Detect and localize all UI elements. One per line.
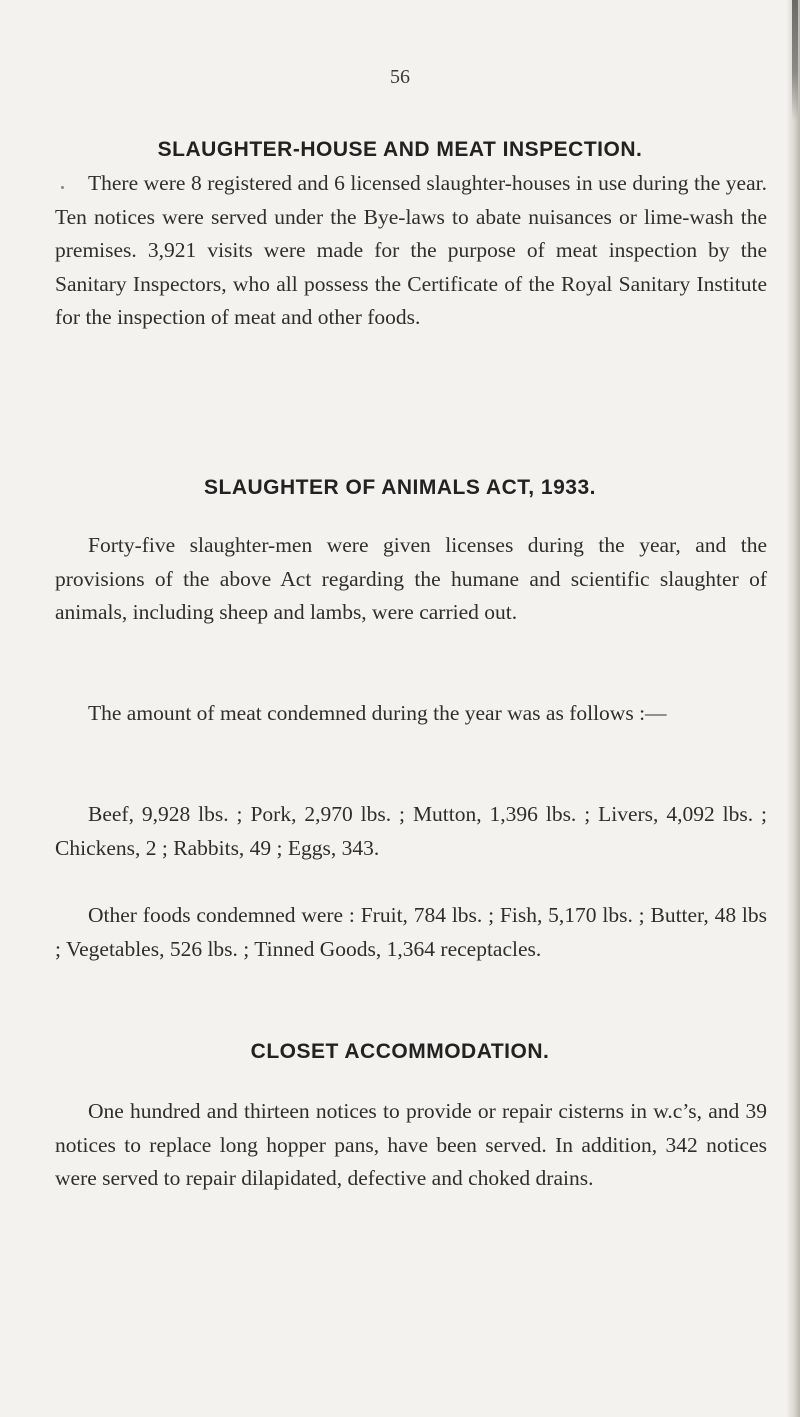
section-heading-slaughter-house: SLAUGHTER-HOUSE AND MEAT INSPECTION. <box>157 138 643 161</box>
paragraph-slaughter-men: Forty-five slaughter-men were given licenses during the year, and the provisions of the above Act regarding the humane and scientific slaughter of animals, including sheep and lambs, were carried out. <box>55 533 767 624</box>
paragraph-other-foods: Other foods condemned were : Fruit, 784 lbs. ; Fish, 5,170 lbs. ; Butter, 48 lbs ; Vegetables, 526 lbs. ; Tinned Goods, 1,364 receptacles. <box>55 903 767 961</box>
section-heading-slaughter-act: SLAUGHTER OF ANIMALS ACT, 1933. <box>204 476 596 499</box>
page-number: 56 <box>390 66 410 88</box>
section-heading-closet: CLOSET ACCOMMODATION. <box>250 1040 550 1063</box>
page-edge-shadow <box>786 0 800 1417</box>
paragraph-meat-condemned-intro: The amount of meat condemned during the year was as follows :— <box>88 701 667 725</box>
paragraph-meat-condemned-list: Beef, 9,928 lbs. ; Pork, 2,970 lbs. ; Mutton, 1,396 lbs. ; Livers, 4,092 lbs. ; Chickens, 2 ; Rabbits, 49 ; Eggs, 343. <box>55 802 767 860</box>
paragraph-slaughter-houses: There were 8 registered and 6 licensed slaughter-houses in use during the year. Ten notices were served under the Bye-laws to abate nuisances or lime-wash the premises. 3,921 visits were made for the purpose of meat inspection by the Sanitary Inspectors, who all possess the Certificate of the Royal Sanitary Institute for the inspection of meat and other foods. <box>55 171 767 329</box>
paragraph-closet-notices: One hundred and thirteen notices to provide or repair cisterns in w.c’s, and 39 notices to replace long hopper pans, have been served. In addition, 342 notices were served to repair dilapidated, defective and choked drains. <box>55 1099 767 1190</box>
binding-mark <box>792 0 798 120</box>
